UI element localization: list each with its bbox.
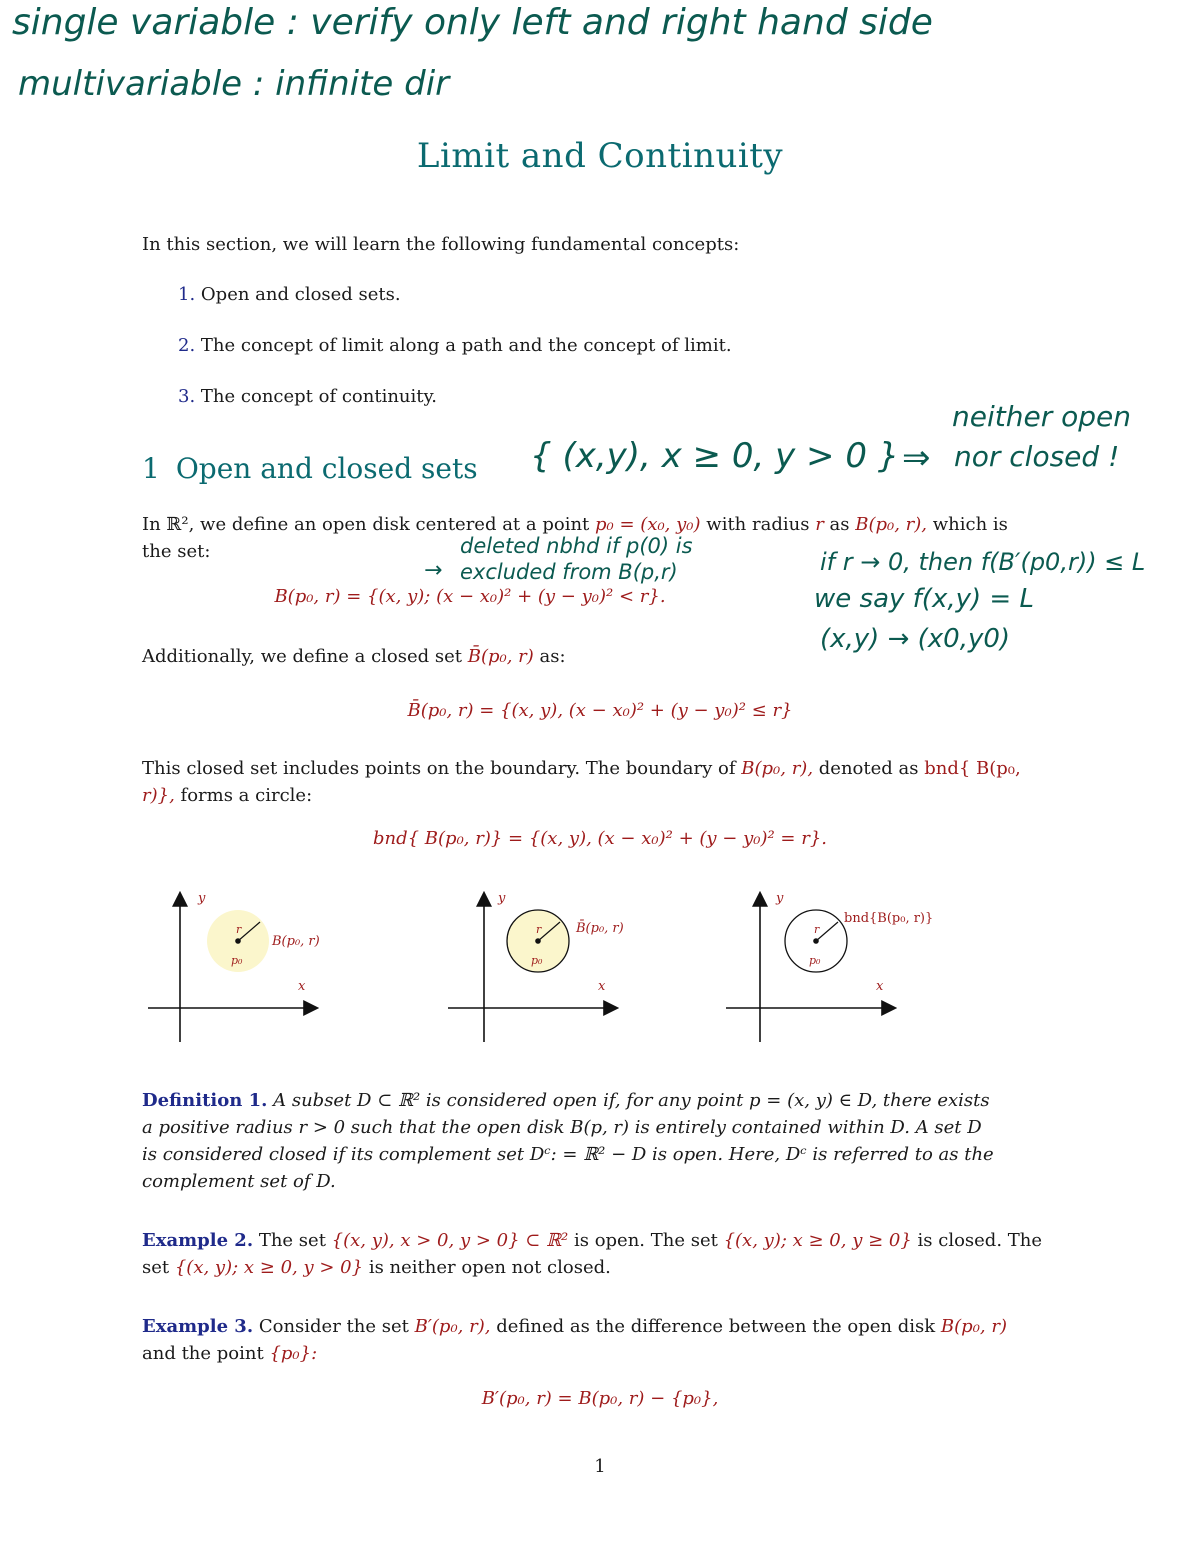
math-closed-disk: B̄(p₀, r) — [467, 646, 534, 667]
math-radius: r — [815, 514, 824, 535]
x-label: x — [598, 979, 606, 994]
text: forms a circle: — [180, 785, 313, 806]
paragraph-boundary — [142, 755, 1072, 809]
y-label: y — [498, 891, 506, 906]
text: set — [142, 1257, 170, 1278]
section-heading — [142, 452, 478, 485]
handwritten-limit-line2: we say f(x,y) = L — [814, 584, 1034, 614]
handwritten-limit-line1: if r → 0, then f(B′(p0,r)) ≤ L — [820, 548, 1146, 576]
text: the set: — [142, 541, 211, 562]
center-point — [235, 938, 241, 944]
text: is closed. The — [917, 1230, 1043, 1251]
math-bnd: bnd{ B(p₀, — [924, 758, 1021, 779]
intro-text: In this section, we will learn the following fundamental concepts: — [142, 234, 740, 255]
text: Additionally, we define a closed set — [142, 646, 463, 667]
handwritten-implies-arrow: ⇒ — [902, 438, 931, 478]
equation-deleted-disk: B′(p₀, r) = B(p₀, r) − {p₀}, — [481, 1388, 719, 1409]
handwritten-note-line2: multivariable : infinite dir — [18, 64, 450, 104]
math-set: {(x, y), x > 0, y > 0} ⊂ ℝ² — [331, 1230, 569, 1251]
handwritten-note-line1: single variable : verify only left and right hand side — [12, 2, 933, 43]
math-point: p₀ = (x₀, y₀) — [595, 514, 701, 535]
math-set: B′(p₀, r), — [414, 1316, 491, 1337]
math-set: {(x, y); x ≥ 0, y ≥ 0} — [723, 1230, 912, 1251]
radius-label: r — [814, 923, 820, 936]
example-heading: Example 2. — [142, 1230, 254, 1251]
center-label: p₀ — [231, 954, 243, 967]
handwritten-deleted-arrow: → — [424, 558, 443, 583]
center-point — [813, 938, 819, 944]
handwritten-neither-line2: nor closed ! — [954, 440, 1120, 473]
example-2 — [142, 1227, 1062, 1281]
text: is open. The set — [573, 1230, 718, 1251]
y-label: y — [776, 891, 784, 906]
section-title: Open and closed sets — [175, 452, 478, 485]
x-label: x — [876, 979, 884, 994]
handwritten-limit-line3: (x,y) → (x0,y0) — [820, 624, 1011, 654]
math-disk: B(p₀, r), — [741, 758, 814, 779]
figure-boundary — [726, 891, 933, 1042]
handwritten-neither-line1: neither open — [952, 400, 1131, 433]
example-3 — [142, 1313, 1062, 1367]
equation-open-disk: B(p₀, r) = {(x, y); (x − x₀)² + (y − y₀)² < r}. — [274, 586, 666, 607]
disk-label: B(p₀, r) — [272, 934, 320, 949]
center-label: p₀ — [809, 954, 821, 967]
handwritten-deleted-line1: deleted nbhd if p(0) is — [460, 534, 693, 558]
math-set: {p₀}: — [269, 1343, 318, 1364]
definition-1 — [142, 1087, 1062, 1195]
definition-text: A subset D ⊂ ℝ² is considered open if, for any point p = (x, y) ∈ D, there exists — [273, 1090, 990, 1111]
text: In ℝ², we define an open disk centered at a point — [142, 514, 590, 535]
concept-text: The concept of limit along a path and the concept of limit. — [200, 335, 732, 356]
text: is neither open not closed. — [368, 1257, 611, 1278]
radius-label: r — [536, 923, 542, 936]
text: The set — [258, 1230, 326, 1251]
definition-text: complement set of D. — [142, 1171, 336, 1192]
disk-label: B̄(p₀, r) — [576, 921, 624, 936]
example-heading: Example 3. — [142, 1316, 254, 1337]
text: as: — [539, 646, 566, 667]
math-bnd-end: r)}, — [142, 785, 175, 806]
page-title: Limit and Continuity — [416, 136, 784, 176]
figure-closed-disk — [448, 891, 624, 1042]
handwritten-set-note: { (x,y), x ≥ 0, y > 0 } — [530, 436, 900, 476]
figure-open-disk — [148, 891, 320, 1042]
concept-number: 1. — [178, 284, 196, 305]
concept-number: 2. — [178, 335, 196, 356]
concept-text: Open and closed sets. — [200, 284, 401, 305]
y-label: y — [198, 891, 206, 906]
text: This closed set includes points on the boundary. The boundary of — [142, 758, 736, 779]
text: defined as the difference between the open disk — [496, 1316, 936, 1337]
definition-text: is considered closed if its complement set Dᶜ: = ℝ² − D is open. Here, Dᶜ is referred to as the — [142, 1144, 994, 1165]
definition-text: a positive radius r > 0 such that the open disk B(p, r) is entirely contained within D. A set D — [142, 1117, 982, 1138]
text: and the point — [142, 1343, 264, 1364]
center-label: p₀ — [531, 954, 543, 967]
center-point — [535, 938, 541, 944]
equation-boundary: bnd{ B(p₀, r)} = {(x, y), (x − x₀)² + (y − y₀)² = r}. — [372, 828, 828, 849]
radius-label: r — [236, 923, 242, 936]
text: denoted as — [818, 758, 919, 779]
paragraph-closed-set — [142, 643, 566, 670]
figures-row — [0, 880, 1200, 1060]
text: which is — [932, 514, 1008, 535]
math-set: B(p₀, r) — [940, 1316, 1007, 1337]
boundary-label: bnd{B(p₀, r)} — [844, 911, 934, 926]
x-label: x — [298, 979, 306, 994]
equation-closed-disk: B̄(p₀, r) = {(x, y), (x − x₀)² + (y − y₀)² ≤ r} — [407, 700, 793, 721]
definition-heading: Definition 1. — [142, 1090, 268, 1111]
section-number: 1 — [142, 452, 160, 485]
concept-text: The concept of continuity. — [200, 386, 438, 407]
concept-item-2 — [178, 332, 732, 359]
math-set: {(x, y); x ≥ 0, y > 0} — [174, 1257, 364, 1278]
text: as — [829, 514, 850, 535]
concept-item-1 — [178, 281, 401, 308]
page-number: 1 — [594, 1456, 606, 1477]
concept-number: 3. — [178, 386, 196, 407]
concept-item-3 — [178, 383, 437, 410]
text: Consider the set — [258, 1316, 409, 1337]
math-disk: B(p₀, r), — [855, 514, 928, 535]
radius-line — [816, 922, 838, 941]
text: with radius — [706, 514, 810, 535]
handwritten-deleted-line2: excluded from B(p,r) — [460, 560, 678, 584]
